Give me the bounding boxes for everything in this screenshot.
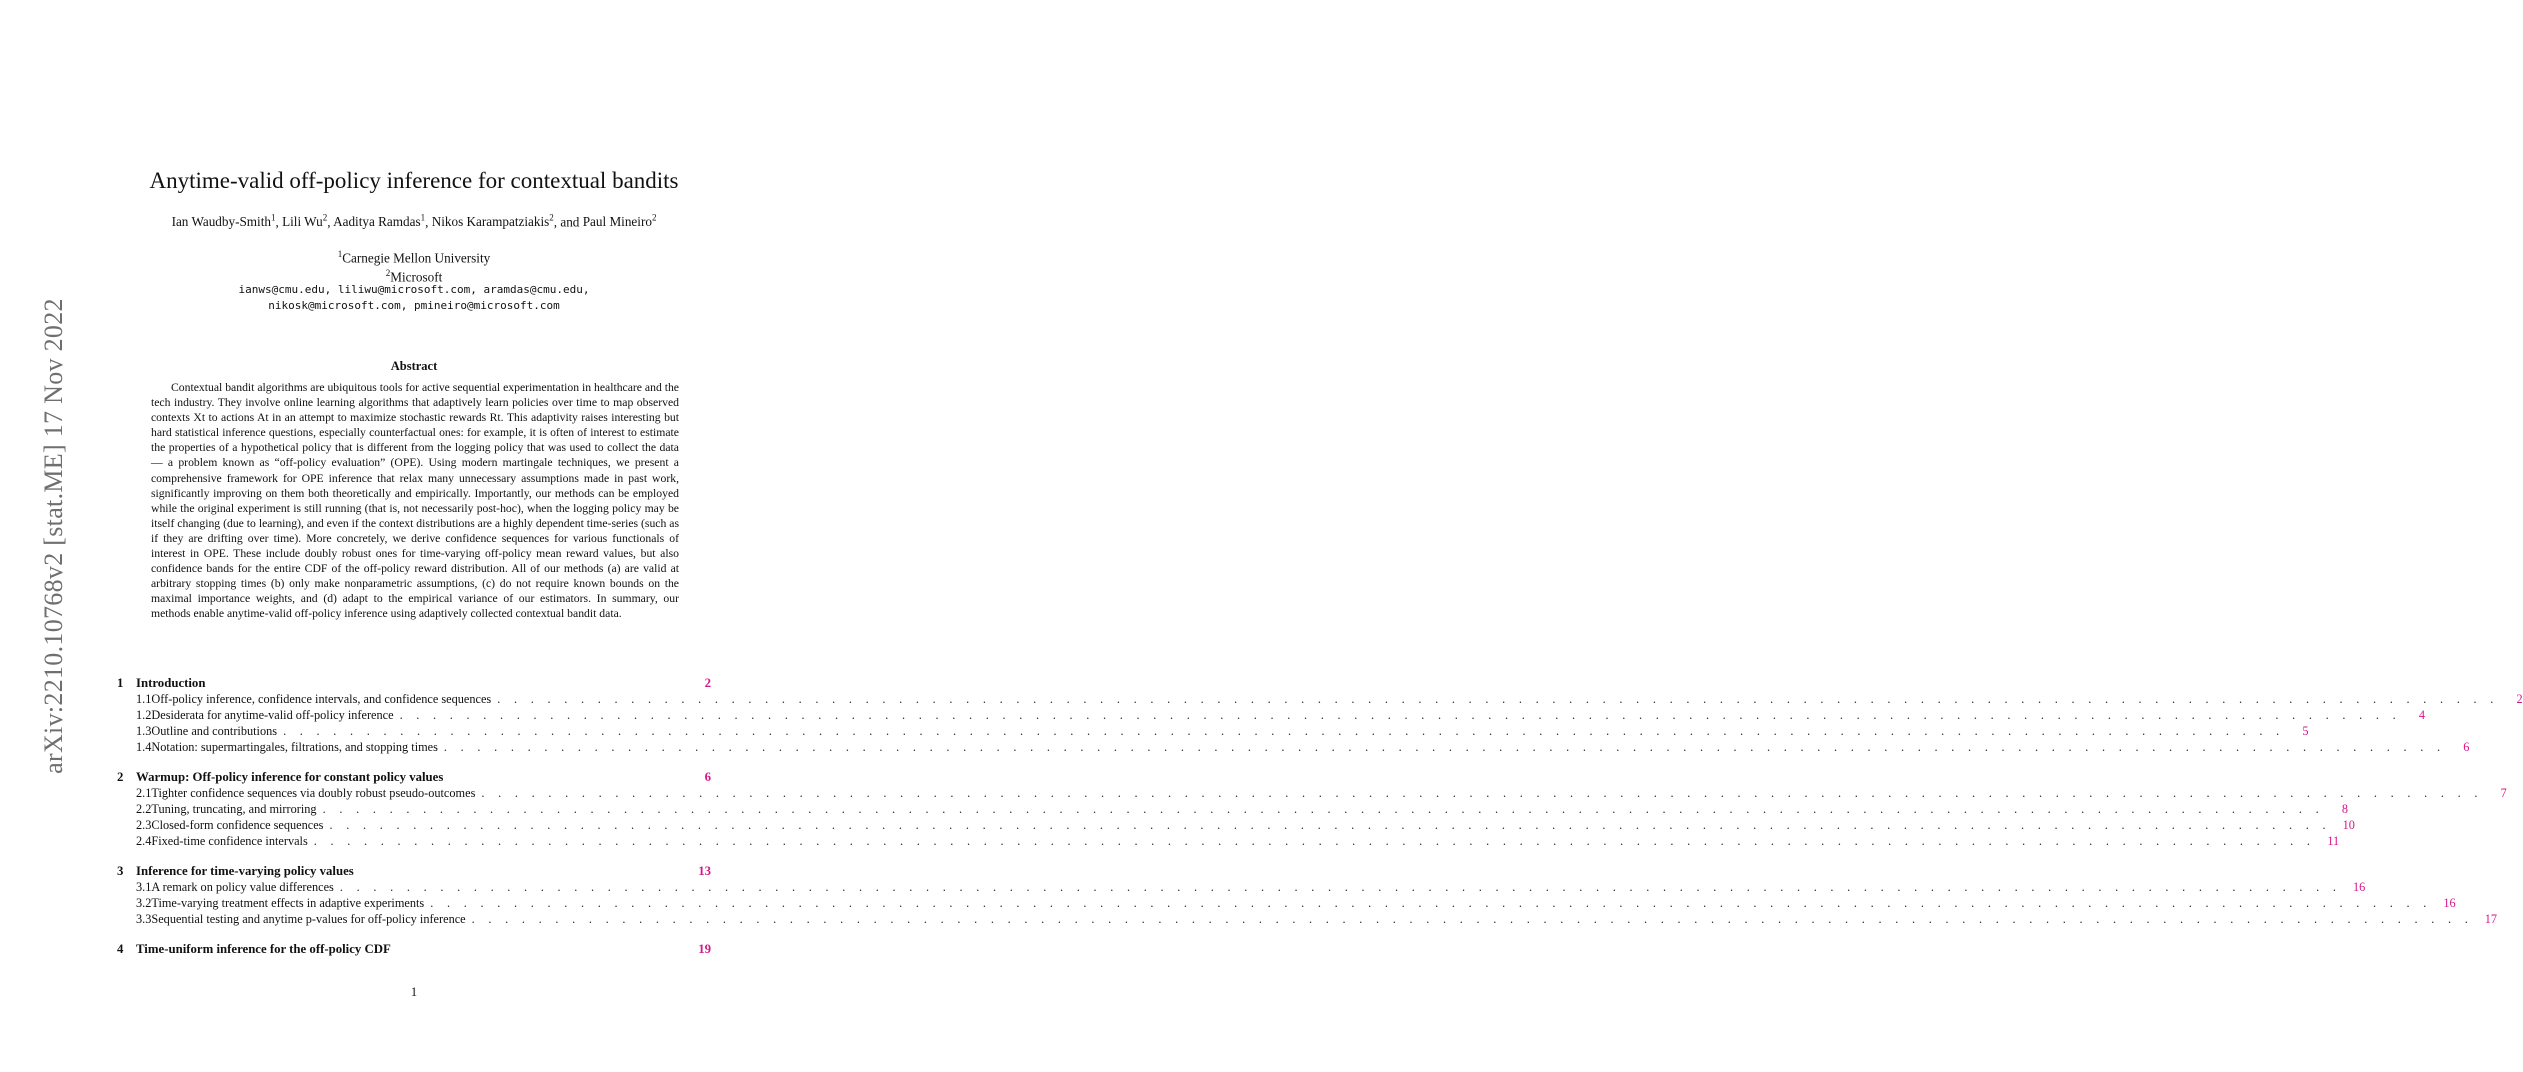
page-number: 1 — [410, 985, 418, 999]
toc-page-link[interactable]: 17 — [2484, 912, 2498, 926]
toc-subsection-number: 1.4 — [136, 740, 152, 754]
email-block — [0, 282, 828, 313]
toc-section-title[interactable]: Time-uniform inference for the off-policy CDF — [136, 942, 391, 956]
author-name: Nikos Karampatziakis$^2$ — [431, 213, 554, 230]
abstract-text: Contextual bandit algorithms are ubiquitous tools for active sequential experimentation in healthcare and the tech industry. They involve online learning algorithms that adaptively learn policies over time to map observed contexts Xt to actions At in an attempt to maximize stochastic rewards Rt. This adaptivity raises interesting but hard statistical inference questions, especially counterfactual ones: for example, it is often of interest to estimate the properties of a hypothetical policy that is different from the logging policy that was used to collect the data — a problem known as “off-policy evaluation” (OPE). Using modern martingale techniques, we present a comprehensive framework for OPE inference that relax many unnecessary assumptions made in past work, significantly improving on them both theoretically and empirically. Importantly, our methods can be employed while the original experiment is still running (that is, not necessarily post-hoc), when the logging policy may be itself changing (due to learning), and even if the context distributions are a highly dependent time-series (such as if they are drifting over time). More concretely, we derive confidence sequences for various functionals of interest in OPE. These include doubly robust ones for time-varying off-policy mean reward values, but also confidence bands for the entire CDF of the off-policy reward distribution. All of our methods (a) are valid at arbitrary stopping times (b) only make nonparametric assumptions, (c) do not require known bounds on the maximal importance weights, and (d) adapt to the empirical variance of our estimators. In summary, our methods enable anytime-valid off-policy inference using adaptively collected contextual bandit data. — [151, 381, 679, 621]
toc-leader-dots: . . . . . . . . . . . . . . . . . . . . . . . . . . . . . . . . . . . . . . . . . . . . . . . . . . . . . . . . . . . . . . . . . . . . . . . . . . . . . . . . . . . . . . . . . . . . . . . . . . . . . . . . . . . . . . . . . . . . . . . . — [283, 724, 2285, 738]
toc-section-number: 3 — [117, 864, 124, 878]
toc-subsection[interactable] — [117, 912, 2498, 928]
toc-subsection-title[interactable]: Closed-form confidence sequences — [151, 818, 324, 832]
toc-subsection-number: 2.1 — [136, 786, 152, 800]
toc-page-link[interactable]: 2 — [2516, 692, 2523, 706]
paper-title: Anytime-valid off-policy inference for contextual bandits — [149, 168, 679, 193]
toc-subsection[interactable] — [117, 896, 2456, 912]
toc-subsection-number: 1.3 — [136, 724, 152, 738]
affiliation-mark: 2 — [651, 213, 657, 223]
toc-subsection[interactable] — [117, 880, 2366, 896]
toc-page-link[interactable]: 6 — [704, 770, 711, 784]
toc-leader-dots: . . . . . . . . . . . . . . . . . . . . . . . . . . . . . . . . . . . . . . . . . . . . . . . . . . . . . . . . . . . . . . . . . . . . . . . . . . . . . . . . . . . . . . . . . . . . . . . . . . . . . . . . . . . . . . . . . . . . . . . . — [443, 740, 2446, 754]
toc-page-link[interactable]: 13 — [698, 864, 711, 878]
toc-subsection-title[interactable]: Tuning, truncating, and mirroring — [151, 802, 317, 816]
toc-leader-dots: . . . . . . . . . . . . . . . . . . . . . . . . . . . . . . . . . . . . . . . . . . . . . . . . . . . . . . . . . . . . . . . . . . . . . . . . . . . . . . . . . . . . . . . . . . . . . . . . . . . . . . . . . . . . . . . . . . . . . . . . — [339, 880, 2342, 894]
affiliation-name: Microsoft — [390, 269, 443, 285]
toc-subsection-title[interactable]: Tighter confidence sequences via doubly robust pseudo-outcomes — [151, 786, 476, 800]
toc-subsection-title[interactable]: Off-policy inference, confidence intervals, and confidence sequences — [151, 692, 492, 706]
table-of-contents — [117, 676, 2523, 958]
toc-subsection-number: 3.2 — [136, 896, 152, 910]
email-line[interactable]: ianws@cmu.edu, liliwu@microsoft.com, aramdas@cmu.edu, — [238, 283, 590, 296]
toc-section[interactable] — [117, 676, 711, 692]
toc-page-link[interactable]: 7 — [2500, 786, 2507, 800]
toc-leader-dots: . . . . . . . . . . . . . . . . . . . . . . . . . . . . . . . . . . . . . . . . . . . . . . . . . . . . . . . . . . . . . . . . . . . . . . . . . . . . . . . . . . . . . . . . . . . . . . . . . . . . . . . . . . . . . . . . . . . . . . . . — [313, 834, 2316, 848]
toc-page-link[interactable]: 19 — [698, 942, 711, 956]
author-name: Paul Mineiro$^2$ — [582, 213, 657, 230]
toc-page-link[interactable]: 2 — [704, 676, 711, 690]
toc-leader-dots: . . . . . . . . . . . . . . . . . . . . . . . . . . . . . . . . . . . . . . . . . . . . . . . . . . . . . . . . . . . . . . . . . . . . . . . . . . . . . . . . . . . . . . . . . . . . . . . . . . . . . . . . . . . . . . . . . . . . . . . . — [430, 896, 2432, 910]
email-line[interactable]: nikosk@microsoft.com, pmineiro@microsoft.com — [268, 298, 560, 312]
toc-subsection[interactable] — [117, 818, 2355, 834]
toc-section-title[interactable]: Inference for time-varying policy values — [136, 864, 354, 878]
affiliation — [0, 247, 828, 266]
toc-subsection-number: 2.4 — [136, 834, 152, 848]
toc-subsection-number: 2.2 — [136, 802, 152, 816]
toc-subsection[interactable] — [117, 786, 2507, 802]
toc-leader-dots: . . . . . . . . . . . . . . . . . . . . . . . . . . . . . . . . . . . . . . . . . . . . . . . . . . . . . . . . . . . . . . . . . . . . . . . . . . . . . . . . . . . . . . . . . . . . . . . . . . . . . . . . . . . . . . . . . . . . . . . . — [481, 786, 2483, 800]
toc-page-link[interactable]: 11 — [2327, 834, 2340, 848]
toc-section[interactable] — [117, 942, 711, 958]
toc-section-number: 1 — [117, 676, 124, 690]
arxiv-stamp: arXiv:2210.10768v2 [stat.ME] 17 Nov 2022 — [39, 298, 68, 774]
toc-page-link[interactable]: 6 — [2463, 740, 2470, 754]
author-name: Ian Waudby-Smith$^1$ — [171, 213, 276, 230]
toc-section-title[interactable]: Introduction — [136, 676, 206, 690]
toc-subsection[interactable] — [117, 834, 2340, 850]
toc-subsection-title[interactable]: Fixed-time confidence intervals — [151, 834, 308, 848]
toc-page-link[interactable]: 10 — [2342, 818, 2355, 832]
toc-subsection-number: 3.3 — [136, 912, 152, 926]
toc-leader-dots: . . . . . . . . . . . . . . . . . . . . . . . . . . . . . . . . . . . . . . . . . . . . . . . . . . . . . . . . . . . . . . . . . . . . . . . . . . . . . . . . . . . . . . . . . . . . . . . . . . . . . . . . . . . . . . . . . . . . . . . . — [399, 708, 2401, 722]
affiliation-mark: 1 — [420, 213, 426, 223]
toc-subsection[interactable] — [117, 740, 2470, 756]
toc-section[interactable] — [117, 864, 711, 880]
toc-section[interactable] — [117, 770, 711, 786]
toc-subsection-title[interactable]: A remark on policy value differences — [151, 880, 334, 894]
affiliation-mark: 2 — [385, 267, 391, 278]
toc-subsection[interactable] — [117, 802, 2349, 818]
toc-subsection-number: 3.1 — [136, 880, 152, 894]
toc-subsection-number: 2.3 — [136, 818, 152, 832]
toc-subsection-title[interactable]: Notation: supermartingales, filtrations, and stopping times — [151, 740, 438, 754]
author-name: Aaditya Ramdas$^1$ — [333, 213, 426, 230]
author-list: Ian Waudby-Smith$^1$, Lili Wu$^2$, Aaditya Ramdas$^1$, Nikos Karampatziakis$^2$, and Paul Mineiro$^2$ — [171, 213, 657, 230]
toc-section-title[interactable]: Warmup: Off-policy inference for constant policy values — [136, 770, 444, 784]
toc-subsection-number: 1.2 — [136, 708, 152, 722]
toc-page-link[interactable]: 16 — [2352, 880, 2366, 894]
toc-subsection[interactable] — [117, 708, 2425, 724]
toc-page-link[interactable]: 4 — [2418, 708, 2425, 722]
toc-section-number: 2 — [117, 770, 124, 784]
toc-gap — [117, 756, 711, 770]
toc-page-link[interactable]: 5 — [2302, 724, 2309, 738]
affiliation-mark: 2 — [322, 213, 328, 223]
author-name: Lili Wu$^2$ — [282, 213, 328, 230]
abstract-heading: Abstract — [390, 359, 438, 373]
toc-subsection-number: 1.1 — [136, 692, 152, 706]
toc-subsection[interactable] — [117, 724, 2309, 740]
toc-leader-dots: . . . . . . . . . . . . . . . . . . . . . . . . . . . . . . . . . . . . . . . . . . . . . . . . . . . . . . . . . . . . . . . . . . . . . . . . . . . . . . . . . . . . . . . . . . . . . . . . . . . . . . . . . . . . . . . . . . . . . . . . — [471, 912, 2474, 926]
toc-leader-dots: . . . . . . . . . . . . . . . . . . . . . . . . . . . . . . . . . . . . . . . . . . . . . . . . . . . . . . . . . . . . . . . . . . . . . . . . . . . . . . . . . . . . . . . . . . . . . . . . . . . . . . . . . . . . . . . . . . . . . . . . — [322, 802, 2325, 816]
affiliation-mark: 1 — [270, 213, 276, 223]
toc-subsection-title[interactable]: Sequential testing and anytime p-values for off-policy inference — [151, 912, 466, 926]
affiliations — [0, 247, 828, 285]
affiliation-name: Carnegie Mellon University — [342, 250, 491, 266]
toc-subsection[interactable] — [117, 692, 2523, 708]
toc-leader-dots: . . . . . . . . . . . . . . . . . . . . . . . . . . . . . . . . . . . . . . . . . . . . . . . . . . . . . . . . . . . . . . . . . . . . . . . . . . . . . . . . . . . . . . . . . . . . . . . . . . . . . . . . . . . . . . . . . . . . . . . . — [497, 692, 2499, 706]
toc-gap — [117, 850, 711, 864]
toc-subsection-title[interactable]: Time-varying treatment effects in adaptive experiments — [151, 896, 425, 910]
affiliation-mark: 1 — [337, 249, 343, 259]
toc-leader-dots: . . . . . . . . . . . . . . . . . . . . . . . . . . . . . . . . . . . . . . . . . . . . . . . . . . . . . . . . . . . . . . . . . . . . . . . . . . . . . . . . . . . . . . . . . . . . . . . . . . . . . . . . . . . . . . . . . . . . . . . . — [329, 818, 2331, 832]
toc-gap — [117, 928, 711, 942]
toc-subsection-title[interactable]: Desiderata for anytime-valid off-policy inference — [151, 708, 394, 722]
toc-page-link[interactable]: 16 — [2443, 896, 2456, 910]
toc-subsection-title[interactable]: Outline and contributions — [151, 724, 278, 738]
toc-section-number: 4 — [117, 942, 124, 956]
affiliation-mark: 2 — [549, 213, 554, 223]
toc-page-link[interactable]: 8 — [2341, 802, 2349, 816]
